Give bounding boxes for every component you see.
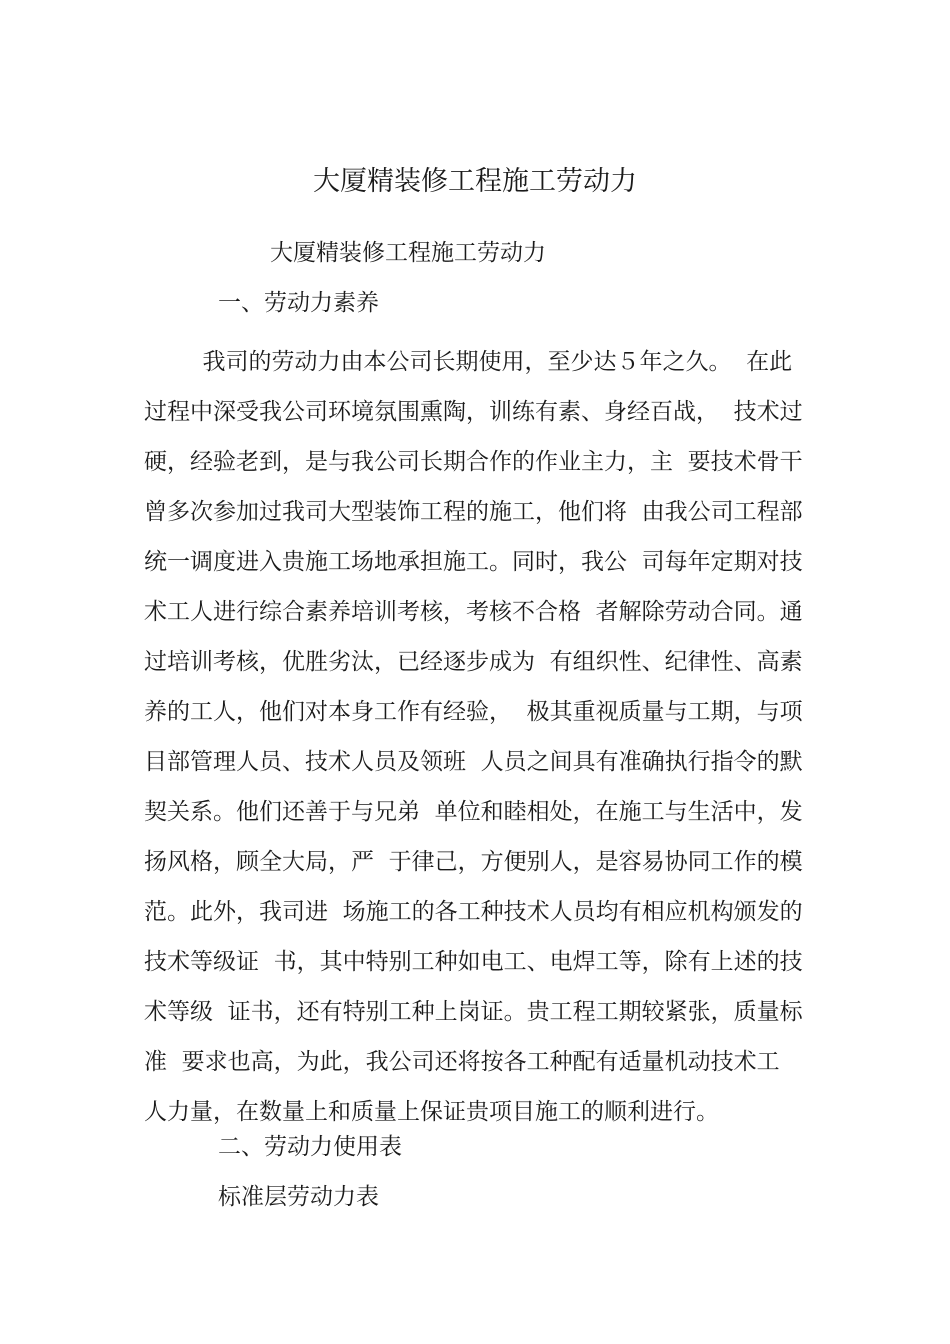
paragraph-line: 扬风格，顾全大局，严 于律己，方便别人，是容易协同工作的模 <box>144 849 803 875</box>
paragraph-line: 准 要求也高，为此，我公司还将按各工种配有适量机动技术工 <box>144 1049 780 1075</box>
paragraph-line: 范。此外，我司进 场施工的各工种技术人员均有相应机构颁发的 <box>144 899 803 925</box>
paragraph-line: 术工人进行综合素养培训考核，考核不合格 者解除劳动合同。通 <box>144 599 803 625</box>
paragraph-line: 过培训考核，优胜劣汰，已经逐步成为 有组织性、纪律性、高素 <box>144 649 803 675</box>
paragraph-line: 术等级 证书，还有特别工种上岗证。贵工程工期较紧张，质量标 <box>144 999 803 1025</box>
paragraph-line: 目部管理人员、技术人员及领班 人员之间具有准确执行指令的默 <box>144 749 803 775</box>
paragraph-line: 契关系。他们还善于与兄弟 单位和睦相处，在施工与生活中，发 <box>144 799 803 825</box>
section-heading-labor-quality: 一、劳动力素养 <box>218 290 379 316</box>
section-heading-labor-usage-table: 二、劳动力使用表 <box>218 1134 402 1160</box>
paragraph-line: 养的工人，他们对本身工作有经验， 极其重视质量与工期，与项 <box>144 699 803 725</box>
paragraph-line: 我司的劳动力由本公司长期使用，至少达５年之久。 在此 <box>144 349 793 375</box>
paragraph-line: 硬，经验老到，是与我公司长期合作的作业主力，主 要技术骨干 <box>144 449 803 475</box>
page-title: 大厦精装修工程施工劳动力 <box>313 166 637 197</box>
document-subtitle: 大厦精装修工程施工劳动力 <box>270 240 546 266</box>
paragraph-line: 技术等级证 书，其中特别工种如电工、电焊工等，除有上述的技 <box>144 949 803 975</box>
paragraph-line: 统一调度进入贵施工场地承担施工。同时，我公 司每年定期对技 <box>144 549 803 575</box>
paragraph-line: 过程中深受我公司环境氛围熏陶，训练有素、身经百战， 技术过 <box>144 399 803 425</box>
section-heading-standard-floor-table: 标准层劳动力表 <box>218 1184 379 1210</box>
paragraph-line: 曾多次参加过我司大型装饰工程的施工，他们将 由我公司工程部 <box>144 499 803 525</box>
labor-quality-paragraph <box>144 337 824 1137</box>
paragraph-line: 人力量，在数量上和质量上保证贵项目施工的顺利进行。 <box>144 1099 719 1125</box>
